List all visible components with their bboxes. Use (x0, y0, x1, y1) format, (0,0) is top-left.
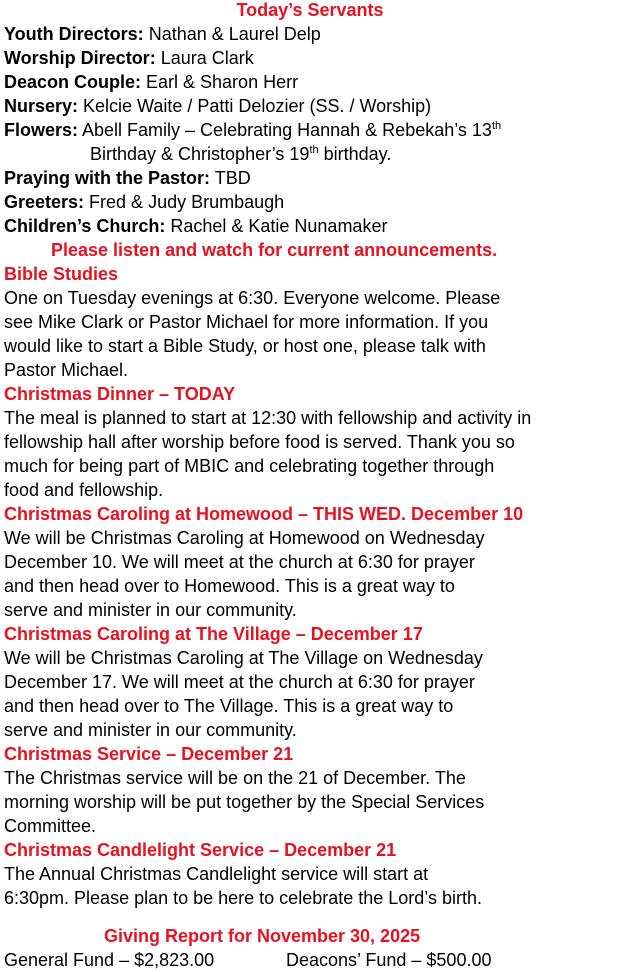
section-title: Christmas Service – December 21 (4, 744, 294, 764)
section-title: Christmas Caroling at Homewood – THIS WED. December 10 (4, 504, 524, 524)
section-line: Pastor Michael. (4, 360, 129, 380)
flowers-superscript-2: th (309, 144, 319, 156)
section-line: We will be Christmas Caroling at The Village on Wednesday (4, 648, 483, 668)
section-line: serve and minister in our community. (4, 720, 297, 740)
giving-funds-line (4, 948, 616, 972)
section-title: Christmas Candlelight Service – December 21 (4, 840, 397, 860)
section-line: One on Tuesday evenings at 6:30. Everyone welcome. Please (4, 288, 501, 308)
flowers-value-2: Birthday & Christopher’s 19 (90, 144, 310, 164)
section-line: fellowship hall after worship before food is served. Thank you so (4, 432, 515, 452)
worship-director-value: Laura Clark (155, 48, 254, 68)
section-line: see Mike Clark or Pastor Michael for more information. If you (4, 312, 489, 332)
section-line: We will be Christmas Caroling at Homewood on Wednesday (4, 528, 485, 548)
flowers-superscript-1: th (491, 120, 502, 132)
section-line: The Annual Christmas Candlelight service will start at (4, 864, 429, 884)
section-title: Christmas Dinner – TODAY (4, 384, 236, 404)
worship-director-line (4, 46, 616, 70)
section-title: Bible Studies (4, 264, 119, 284)
section-line: and then head over to Homewood. This is a great way to (4, 576, 455, 596)
section-line: and then head over to The Village. This is a great way to (4, 696, 454, 716)
flowers-line (4, 118, 616, 142)
section-line: serve and minister in our community. (4, 600, 297, 620)
section-line: much for being part of MBIC and celebrating together through (4, 456, 495, 476)
greeters-line (4, 190, 616, 214)
spacer (4, 910, 616, 924)
youth-directors-value: Nathan & Laurel Delp (143, 24, 321, 44)
greeters-label: Greeters: (4, 192, 85, 212)
general-fund: General Fund – $2,823.00 (4, 950, 215, 970)
bulletin-page (4, 0, 616, 972)
section-line: food and fellowship. (4, 480, 164, 500)
praying-label: Praying with the Pastor: (4, 168, 211, 188)
nursery-line (4, 94, 616, 118)
deacon-couple-line (4, 70, 616, 94)
nursery-value: Kelcie Waite / Patti Delozier (SS. / Worship) (78, 96, 432, 116)
praying-value: TBD (210, 168, 251, 188)
flowers-value-1: Abell Family – Celebrating Hannah & Rebekah’s 13 (78, 120, 492, 140)
section-line: December 17. We will meet at the church at 6:30 for prayer (4, 672, 475, 692)
worship-director-label: Worship Director: (4, 48, 156, 68)
announcement-notice: Please listen and watch for current announcements. (51, 240, 498, 260)
flowers-value-3: birthday. (318, 144, 392, 164)
youth-directors-line (4, 22, 616, 46)
greeters-value: Fred & Judy Brumbaugh (84, 192, 285, 212)
flowers-continuation-line (4, 142, 616, 166)
servants-title: Today’s Servants (236, 0, 384, 20)
childrens-church-value: Rachel & Katie Nunamaker (165, 216, 388, 236)
flowers-label: Flowers: (4, 120, 79, 140)
section-line: December 10. We will meet at the church at 6:30 for prayer (4, 552, 475, 572)
giving-report-title: Giving Report for November 30, 2025 (104, 926, 421, 946)
section-line: The meal is planned to start at 12:30 with fellowship and activity in (4, 408, 532, 428)
section-line: would like to start a Bible Study, or host one, please talk with (4, 336, 486, 356)
deacon-couple-label: Deacon Couple: (4, 72, 142, 92)
nursery-label: Nursery: (4, 96, 79, 116)
deacon-couple-value: Earl & Sharon Herr (141, 72, 299, 92)
childrens-church-line (4, 214, 616, 238)
section-line: Committee. (4, 816, 97, 836)
youth-directors-label: Youth Directors: (4, 24, 144, 44)
deacons-fund: Deacons’ Fund – $500.00 (286, 950, 492, 970)
childrens-church-label: Children’s Church: (4, 216, 166, 236)
section-title: Christmas Caroling at The Village – December 17 (4, 624, 423, 644)
section-line: The Christmas service will be on the 21 of December. The (4, 768, 466, 788)
section-line: morning worship will be put together by the Special Services (4, 792, 485, 812)
praying-line (4, 166, 616, 190)
section-line: 6:30pm. Please plan to be here to celebrate the Lord’s birth. (4, 888, 482, 908)
